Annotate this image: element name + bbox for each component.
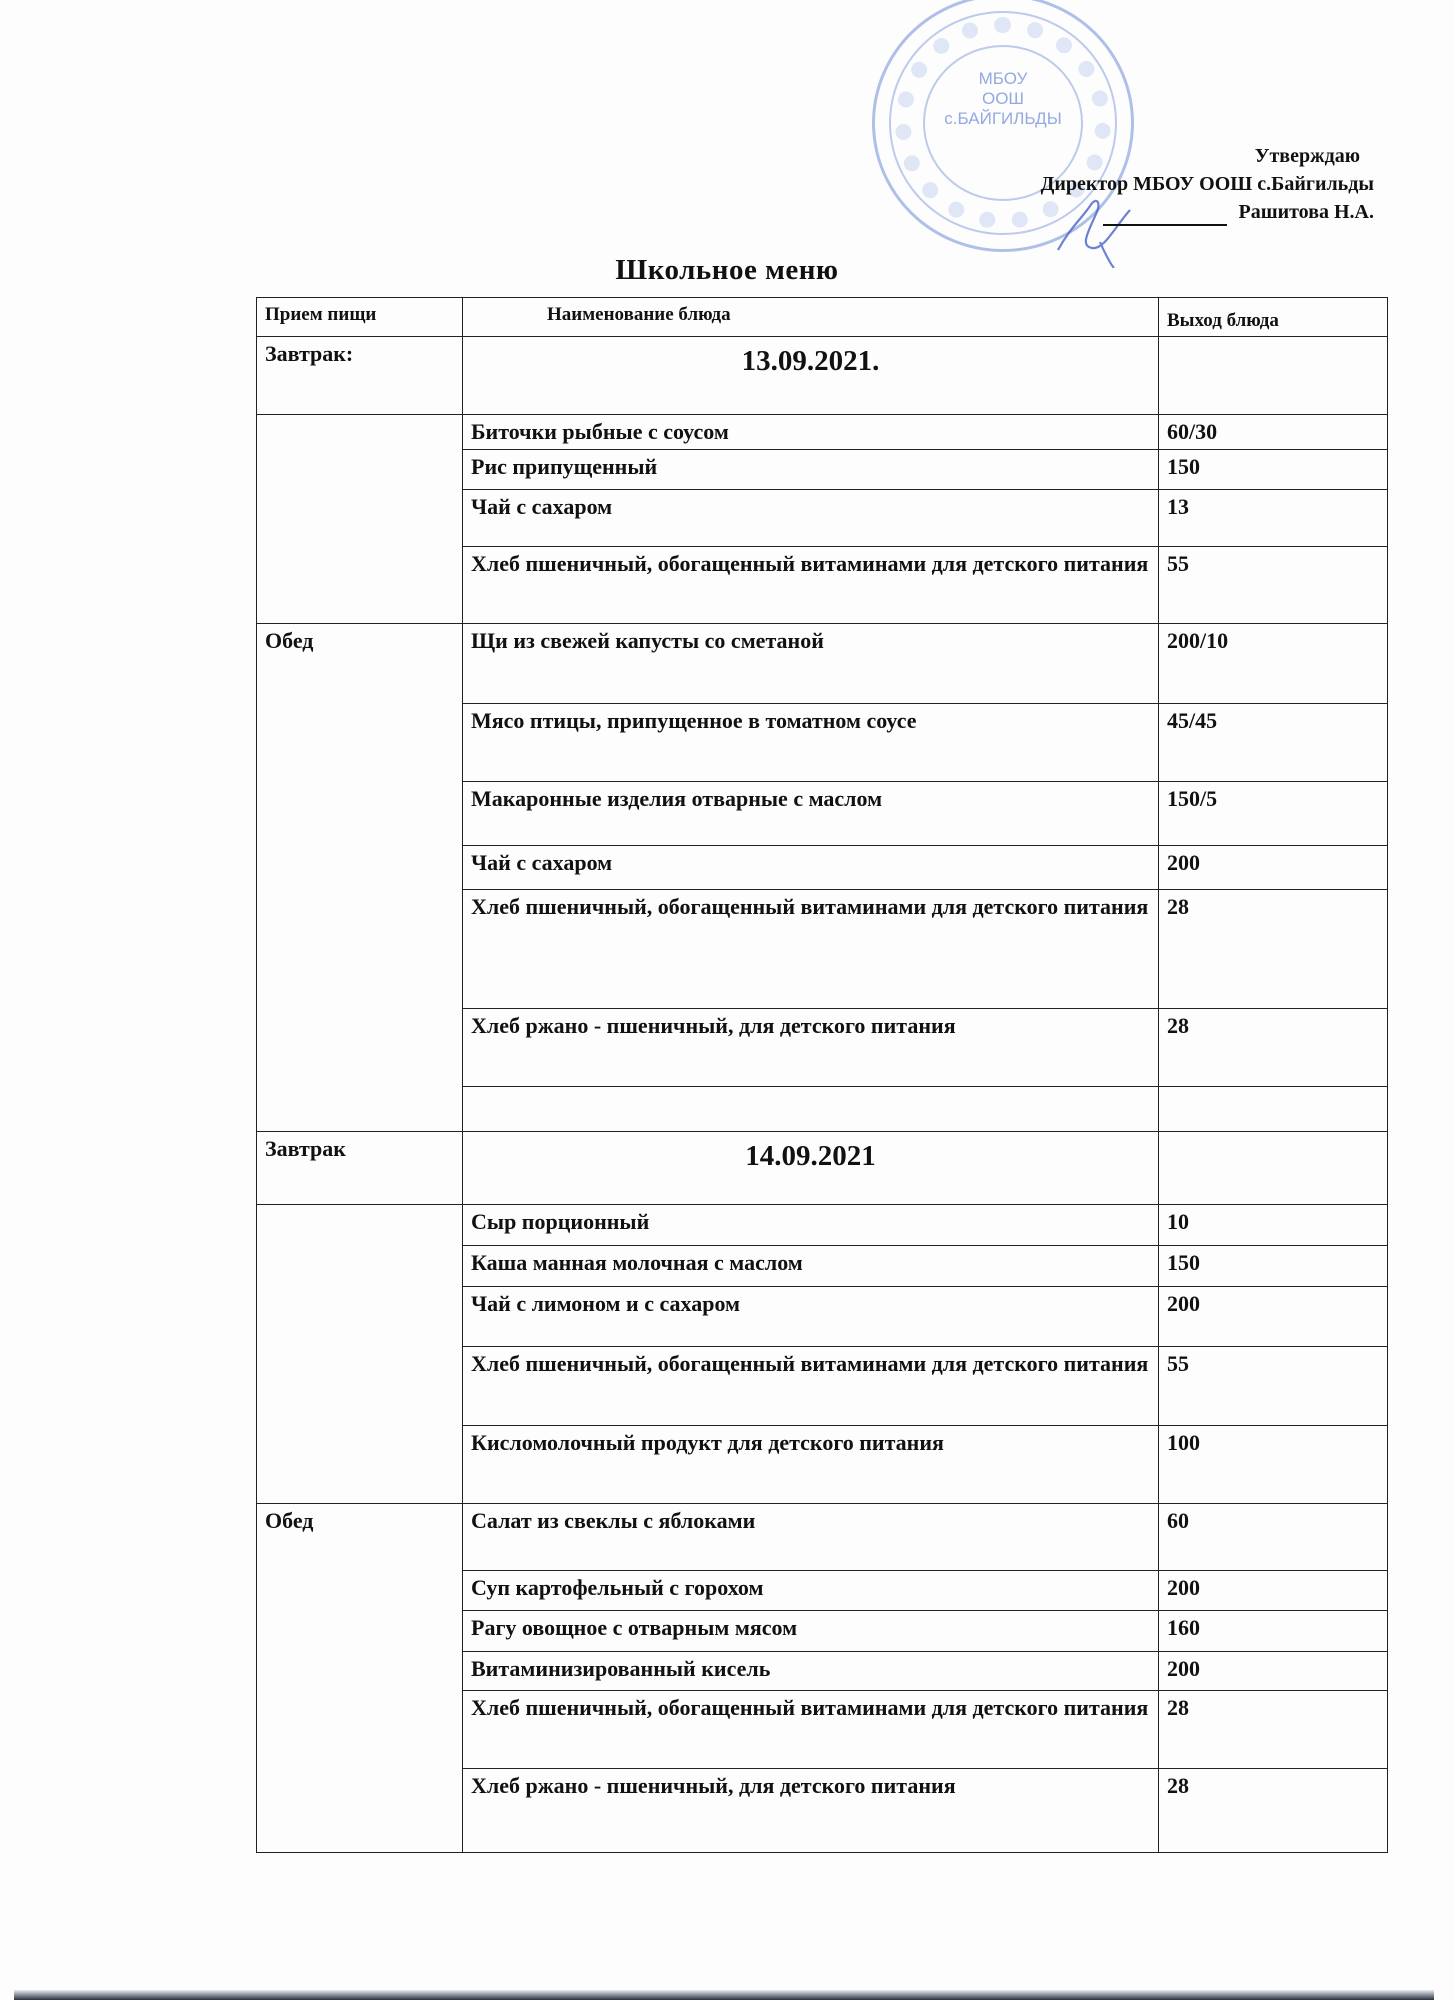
dish-cell: Мясо птицы, припущенное в томатном соусе: [463, 704, 1159, 782]
portion-cell: 28: [1159, 890, 1388, 1009]
signature-line: [1103, 204, 1227, 226]
dish-cell: Витаминизированный кисель: [463, 1652, 1159, 1691]
dish-cell: Сыр порционный: [463, 1205, 1159, 1246]
portion-cell: [1159, 337, 1388, 415]
approval-signature-row: [1041, 198, 1374, 226]
dish-cell: Хлеб пшеничный, обогащенный витаминами для детского питания: [463, 1347, 1159, 1426]
portion-cell: 100: [1159, 1426, 1388, 1504]
portion-cell: [1159, 1087, 1388, 1132]
approval-position: Директор МБОУ ООШ с.Байгильды: [1040, 173, 1374, 195]
dish-cell: Макаронные изделия отварные с маслом: [463, 782, 1159, 846]
stamp-line: с.БАЙГИЛЬДЫ: [944, 109, 1062, 128]
dish-cell: Щи из свежей капусты со сметаной: [463, 624, 1159, 704]
dish-cell: Каша манная молочная с маслом: [463, 1246, 1159, 1287]
dish-cell: Хлеб ржано - пшеничный, для детского питания: [463, 1769, 1159, 1853]
portion-cell: 200/10: [1159, 624, 1388, 704]
table-row: [257, 1205, 1388, 1246]
dish-cell: Рагу овощное с отварным мясом: [463, 1611, 1159, 1652]
portion-cell: 10: [1159, 1205, 1388, 1246]
dish-cell: Кисломолочный продукт для детского питания: [463, 1426, 1159, 1504]
header-portion: Выход блюда: [1159, 298, 1388, 337]
meal-label: Обед: [257, 1504, 463, 1853]
stamp-center-text: [875, 69, 1131, 129]
stamp-line: МБОУ: [978, 69, 1028, 88]
date-row: [257, 337, 1388, 415]
scan-edge-divider: [14, 1990, 1434, 2000]
portion-cell: 60/30: [1159, 415, 1388, 450]
meal-cell: [257, 415, 463, 624]
date-cell: 14.09.2021: [463, 1132, 1159, 1205]
approval-heading: Утверждаю: [1254, 145, 1360, 167]
dish-cell: Салат из свеклы с яблоками: [463, 1504, 1159, 1571]
meal-label: Обед: [257, 624, 463, 1132]
dish-cell: Суп картофельный с горохом: [463, 1571, 1159, 1611]
date-row: [257, 1132, 1388, 1205]
meal-cell: [257, 1205, 463, 1504]
portion-cell: 28: [1159, 1009, 1388, 1087]
meal-label: Завтрак:: [257, 337, 463, 415]
dish-cell: Хлеб ржано - пшеничный, для детского питания: [463, 1009, 1159, 1087]
portion-cell: 150: [1159, 1246, 1388, 1287]
meal-label: Завтрак: [257, 1132, 463, 1205]
dish-cell: Хлеб пшеничный, обогащенный витаминами для детского питания: [463, 547, 1159, 624]
portion-cell: 45/45: [1159, 704, 1388, 782]
table-header-row: [257, 298, 1388, 337]
dish-cell: Чай с сахаром: [463, 490, 1159, 547]
portion-cell: 160: [1159, 1611, 1388, 1652]
portion-cell: 13: [1159, 490, 1388, 547]
menu-table: [256, 297, 1388, 1853]
portion-cell: 60: [1159, 1504, 1388, 1571]
dish-cell: Хлеб пшеничный, обогащенный витаминами для детского питания: [463, 1691, 1159, 1769]
page-title: Школьное меню: [615, 254, 839, 286]
table-row: [257, 415, 1388, 450]
portion-cell: 28: [1159, 1769, 1388, 1853]
date-cell: 13.09.2021.: [463, 337, 1159, 415]
portion-cell: 55: [1159, 547, 1388, 624]
stamp-line: ООШ: [981, 89, 1025, 108]
portion-cell: 28: [1159, 1691, 1388, 1769]
portion-cell: 55: [1159, 1347, 1388, 1426]
portion-cell: 200: [1159, 1571, 1388, 1611]
table-row: [257, 1504, 1388, 1571]
dish-cell: Чай с сахаром: [463, 846, 1159, 890]
dish-cell: Хлеб пшеничный, обогащенный витаминами для детского питания: [463, 890, 1159, 1009]
header-meal: Прием пищи: [257, 298, 463, 337]
dish-cell: [463, 1087, 1159, 1132]
portion-cell: 150: [1159, 450, 1388, 490]
dish-cell: Биточки рыбные с соусом: [463, 415, 1159, 450]
portion-cell: 200: [1159, 1652, 1388, 1691]
portion-cell: 150/5: [1159, 782, 1388, 846]
dish-cell: Чай с лимоном и с сахаром: [463, 1287, 1159, 1347]
header-dish: Наименование блюда: [463, 298, 1159, 337]
portion-cell: 200: [1159, 1287, 1388, 1347]
dish-cell: Рис припущенный: [463, 450, 1159, 490]
approval-block: [1041, 142, 1374, 226]
portion-cell: [1159, 1132, 1388, 1205]
portion-cell: 200: [1159, 846, 1388, 890]
approval-name: Рашитова Н.А.: [1238, 201, 1374, 223]
table-row: [257, 624, 1388, 704]
